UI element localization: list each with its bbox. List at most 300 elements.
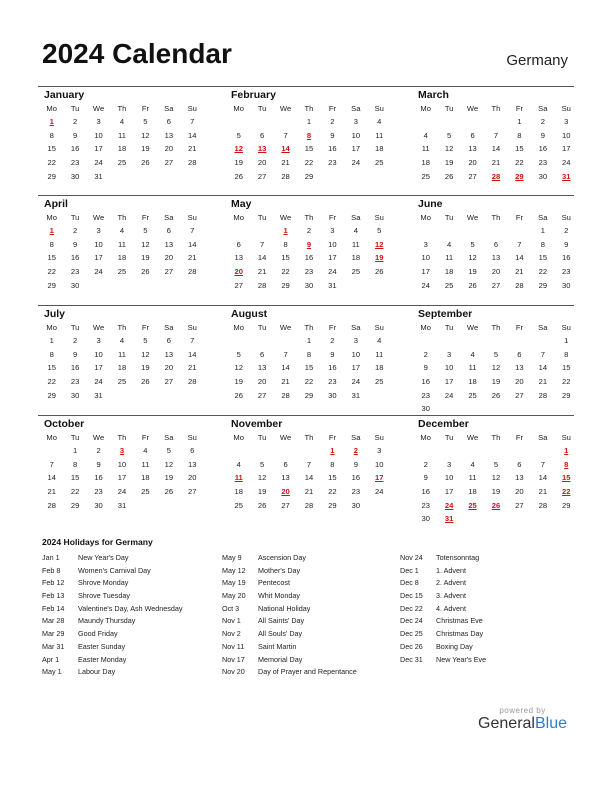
holiday-name: Mother's Day [258, 565, 301, 575]
holiday-day-cell: 20 [234, 267, 243, 277]
day-cell: 14 [515, 253, 524, 263]
holiday-day-cell: 11 [234, 473, 243, 483]
day-cell: 29 [47, 280, 56, 290]
day-cell: 30 [351, 500, 361, 510]
day-cell: 18 [468, 377, 477, 387]
day-cell: 24 [94, 158, 103, 168]
holiday-name: 1. Advent [436, 565, 466, 575]
day-cell: 22 [515, 158, 524, 168]
brand-name-part2: Blue [534, 715, 567, 732]
weekday-header: Mo [46, 323, 57, 332]
weekday-header: Th [304, 104, 314, 113]
day-cell: 17 [117, 473, 127, 483]
weekday-header: Sa [351, 323, 361, 332]
day-cell: 1 [564, 336, 569, 346]
weekday-header: Th [117, 104, 127, 113]
day-cell: 31 [351, 390, 361, 400]
weekday-header: Fr [515, 323, 523, 332]
holiday-entry [400, 628, 486, 641]
day-cell: 18 [117, 363, 127, 373]
month-row-divider [38, 415, 574, 416]
holiday-column [222, 552, 357, 679]
day-cell: 26 [141, 158, 150, 168]
day-cell: 10 [444, 473, 454, 483]
day-cell: 18 [117, 144, 127, 154]
holiday-name: Saint Martin [258, 641, 297, 651]
day-cell: 6 [236, 239, 241, 249]
day-cell: 7 [540, 459, 545, 469]
day-cell: 16 [421, 377, 430, 387]
day-cell: 15 [70, 473, 80, 483]
day-cell: 14 [281, 363, 290, 373]
holiday-entry [222, 666, 357, 679]
day-cell: 31 [94, 390, 103, 400]
month-august [227, 307, 391, 402]
day-cell: 25 [375, 158, 384, 168]
day-cell: 2 [96, 446, 101, 456]
day-cell: 24 [351, 377, 361, 387]
day-cell: 5 [143, 117, 148, 127]
day-cell: 5 [236, 130, 241, 140]
day-cell: 17 [444, 377, 454, 387]
day-cell: 21 [281, 158, 290, 168]
day-cell: 22 [328, 487, 337, 497]
day-cell: 22 [538, 267, 548, 277]
month-row-divider [38, 305, 574, 306]
day-cell: 12 [468, 253, 477, 263]
holiday-entry [400, 590, 486, 603]
day-cell: 23 [351, 487, 361, 497]
weekday-header: Th [304, 213, 314, 222]
day-cell: 18 [117, 253, 127, 263]
day-cell: 13 [164, 130, 174, 140]
day-cell: 23 [562, 267, 571, 277]
holiday-column [42, 552, 182, 679]
weekday-header: Fr [515, 104, 523, 113]
holiday-entry [42, 654, 182, 667]
day-cell: 6 [493, 239, 499, 249]
holiday-entry [222, 654, 357, 667]
weekday-header: We [92, 213, 105, 222]
holiday-date: Mar 31 [42, 641, 65, 651]
day-cell: 2 [423, 349, 428, 359]
day-cell: 6 [166, 117, 171, 127]
day-cell: 1 [49, 336, 54, 346]
day-cell: 29 [281, 280, 290, 290]
holiday-date: Nov 20 [222, 667, 245, 677]
holiday-date: Jan 1 [42, 553, 60, 562]
day-cell: 25 [117, 377, 127, 387]
day-cell: 6 [517, 349, 522, 359]
day-cell: 5 [236, 349, 241, 359]
brand-name-part1: General [478, 715, 535, 732]
day-cell: 2 [330, 336, 335, 346]
day-cell: 17 [351, 144, 361, 154]
day-cell: 16 [328, 144, 337, 154]
day-cell: 21 [304, 487, 314, 497]
day-cell: 26 [234, 171, 243, 181]
weekday-header: Tu [444, 104, 454, 113]
day-cell: 22 [47, 377, 56, 387]
month-december [414, 417, 578, 526]
day-cell: 26 [141, 377, 150, 387]
day-cell: 10 [94, 349, 103, 359]
day-cell: 18 [375, 363, 384, 373]
day-cell: 4 [470, 459, 475, 469]
holiday-entry [42, 552, 182, 565]
day-cell: 19 [234, 158, 243, 168]
day-cell: 8 [49, 349, 54, 359]
day-cell: 7 [190, 117, 195, 127]
day-cell: 4 [119, 117, 125, 127]
day-cell: 30 [562, 280, 571, 290]
day-cell: 28 [47, 500, 56, 510]
weekday-header: We [279, 323, 292, 332]
weekday-header: Mo [420, 104, 431, 113]
day-cell: 6 [260, 130, 265, 140]
holiday-entry [222, 565, 357, 578]
holiday-day-cell: 1 [283, 226, 288, 236]
holiday-entry [400, 552, 486, 565]
weekday-header: Tu [257, 433, 267, 442]
day-cell: 5 [166, 446, 171, 456]
weekday-header: Th [491, 213, 501, 222]
holiday-date: May 1 [42, 667, 62, 677]
day-cell: 11 [118, 349, 126, 359]
day-cell: 12 [444, 144, 454, 154]
powered-by-label: powered by [499, 706, 546, 715]
day-cell: 13 [188, 459, 197, 469]
day-cell: 9 [423, 363, 428, 373]
day-cell: 30 [421, 404, 430, 414]
day-cell: 14 [188, 130, 197, 140]
day-cell: 16 [538, 144, 548, 154]
day-cell: 4 [423, 130, 428, 140]
holiday-date: Dec 26 [400, 641, 423, 651]
holiday-entry [400, 615, 486, 628]
holiday-name: National Holiday [258, 603, 311, 613]
weekday-header: Th [304, 323, 314, 332]
month-september [414, 307, 578, 416]
day-cell: 6 [260, 349, 265, 359]
day-cell: 18 [234, 487, 243, 497]
day-cell: 3 [423, 239, 428, 249]
day-cell: 12 [164, 459, 174, 469]
day-cell: 2 [73, 226, 78, 236]
day-cell: 28 [188, 267, 197, 277]
holiday-date: Dec 8 [400, 578, 419, 588]
weekday-header: Fr [141, 433, 149, 442]
day-cell: 21 [188, 363, 197, 373]
holiday-entry [400, 654, 486, 667]
day-cell: 27 [491, 280, 501, 290]
day-cell: 27 [164, 158, 174, 168]
holiday-entry [222, 603, 357, 616]
day-cell: 10 [117, 459, 127, 469]
month-row-divider [38, 86, 574, 87]
day-cell: 8 [306, 349, 312, 359]
holiday-day-cell: 9 [306, 239, 312, 249]
day-cell: 31 [117, 500, 127, 510]
day-cell: 29 [304, 390, 314, 400]
day-cell: 10 [562, 130, 571, 140]
day-cell: 5 [470, 239, 475, 249]
day-cell: 20 [491, 267, 501, 277]
day-cell: 2 [306, 226, 312, 236]
day-cell: 18 [141, 473, 150, 483]
day-cell: 12 [141, 130, 150, 140]
holiday-date: Dec 1 [400, 565, 419, 575]
day-cell: 11 [468, 473, 477, 483]
day-cell: 1 [517, 117, 522, 127]
day-cell: 11 [351, 239, 360, 249]
holiday-date: Nov 17 [222, 654, 245, 664]
holiday-entry [42, 565, 182, 578]
day-cell: 8 [49, 130, 54, 140]
day-cell: 12 [234, 363, 243, 373]
weekday-header: Sa [538, 213, 548, 222]
day-cell: 26 [468, 280, 477, 290]
day-cell: 17 [94, 144, 103, 154]
day-cell: 23 [94, 487, 103, 497]
day-cell: 29 [562, 500, 571, 510]
holiday-name: New Year's Eve [436, 654, 487, 664]
day-cell: 29 [304, 171, 314, 181]
day-cell: 28 [304, 500, 314, 510]
day-cell: 6 [470, 130, 475, 140]
day-cell: 11 [141, 459, 150, 469]
day-cell: 12 [141, 239, 150, 249]
month-name: April [44, 198, 68, 210]
day-cell: 25 [375, 377, 384, 387]
holiday-name: Easter Monday [78, 654, 127, 664]
day-cell: 13 [491, 253, 501, 263]
day-cell: 16 [351, 473, 361, 483]
holiday-entry [400, 577, 486, 590]
day-cell: 20 [515, 377, 524, 387]
day-cell: 29 [47, 390, 56, 400]
day-cell: 11 [118, 239, 126, 249]
weekday-header: Sa [538, 433, 548, 442]
day-cell: 7 [190, 336, 195, 346]
holiday-entry [222, 641, 357, 654]
day-cell: 9 [564, 239, 569, 249]
day-cell: 4 [377, 336, 382, 346]
day-cell: 9 [353, 459, 358, 469]
holiday-column [400, 552, 486, 666]
day-cell: 26 [491, 390, 501, 400]
day-cell: 30 [538, 171, 548, 181]
day-cell: 30 [94, 500, 103, 510]
holiday-day-cell: 1 [330, 446, 335, 456]
weekday-header: Sa [164, 323, 174, 332]
weekday-header: We [92, 104, 105, 113]
brand-name [478, 715, 567, 733]
day-cell: 19 [141, 363, 150, 373]
month-row-divider [38, 195, 574, 196]
weekday-header: Th [491, 104, 501, 113]
day-cell: 17 [328, 253, 337, 263]
holiday-day-cell: 12 [375, 239, 384, 249]
holiday-day-cell: 31 [562, 171, 571, 181]
day-cell: 11 [445, 253, 454, 263]
day-cell: 12 [257, 473, 267, 483]
holiday-name: 4. Advent [436, 603, 466, 613]
day-cell: 15 [538, 253, 548, 263]
holiday-date: Mar 29 [42, 629, 65, 639]
day-cell: 5 [143, 226, 148, 236]
day-cell: 7 [49, 459, 54, 469]
day-cell: 26 [141, 267, 150, 277]
day-cell: 23 [421, 500, 430, 510]
holidays-title: 2024 Holidays for Germany [42, 537, 153, 547]
weekday-header: Tu [257, 323, 267, 332]
weekday-header: Tu [70, 104, 80, 113]
day-cell: 23 [328, 377, 337, 387]
day-cell: 12 [141, 349, 150, 359]
weekday-header: Fr [328, 323, 336, 332]
month-name: May [231, 198, 252, 210]
day-cell: 28 [515, 280, 524, 290]
day-cell: 14 [304, 473, 314, 483]
weekday-header: Su [187, 104, 197, 113]
day-cell: 14 [47, 473, 56, 483]
day-cell: 6 [190, 446, 195, 456]
holiday-day-cell: 1 [564, 446, 569, 456]
day-cell: 4 [236, 459, 241, 469]
day-cell: 26 [375, 267, 384, 277]
day-cell: 24 [328, 267, 337, 277]
day-cell: 9 [540, 130, 545, 140]
weekday-header: Mo [420, 433, 431, 442]
holiday-day-cell: 2 [353, 446, 358, 456]
holiday-day-cell: 1 [49, 226, 54, 236]
day-cell: 15 [47, 253, 56, 263]
day-cell: 14 [538, 473, 548, 483]
weekday-header: We [466, 433, 479, 442]
holiday-day-cell: 1 [49, 117, 54, 127]
day-cell: 4 [143, 446, 148, 456]
holiday-entry [222, 615, 357, 628]
month-name: March [418, 89, 449, 101]
day-cell: 14 [188, 349, 197, 359]
day-cell: 13 [515, 473, 524, 483]
day-cell: 23 [328, 158, 337, 168]
day-cell: 16 [94, 473, 103, 483]
day-cell: 4 [119, 336, 125, 346]
month-name: June [418, 198, 443, 210]
day-cell: 9 [73, 239, 78, 249]
day-cell: 13 [234, 253, 243, 263]
holiday-entry [42, 590, 182, 603]
weekday-header: Su [187, 213, 197, 222]
day-cell: 24 [351, 158, 361, 168]
weekday-header: Mo [46, 213, 57, 222]
month-name: September [418, 308, 473, 320]
holiday-name: Shrove Tuesday [78, 591, 130, 601]
weekday-header: Fr [328, 433, 336, 442]
weekday-header: Su [561, 433, 571, 442]
weekday-header: Tu [257, 104, 267, 113]
day-cell: 21 [257, 267, 267, 277]
weekday-header: Tu [70, 433, 80, 442]
holiday-name: Memorial Day [258, 654, 303, 664]
weekday-header: Fr [141, 104, 149, 113]
day-cell: 2 [330, 117, 335, 127]
day-cell: 20 [257, 158, 267, 168]
holiday-day-cell: 22 [562, 487, 571, 497]
day-cell: 7 [493, 130, 499, 140]
day-cell: 8 [330, 459, 335, 469]
day-cell: 23 [304, 267, 314, 277]
month-october [40, 417, 204, 512]
day-cell: 24 [421, 280, 430, 290]
day-cell: 28 [188, 158, 197, 168]
holiday-name: Day of Prayer and Repentance [258, 667, 357, 677]
day-cell: 16 [70, 144, 80, 154]
brand-logo[interactable] [478, 706, 567, 733]
holiday-entry [222, 590, 357, 603]
day-cell: 14 [188, 239, 197, 249]
holiday-entry [400, 603, 486, 616]
weekday-header: Mo [233, 323, 244, 332]
day-cell: 20 [164, 144, 174, 154]
day-cell: 25 [117, 267, 127, 277]
day-cell: 7 [306, 459, 312, 469]
holiday-entry [400, 565, 486, 578]
holiday-entry [400, 641, 486, 654]
holiday-date: Feb 12 [42, 578, 65, 588]
month-name: November [231, 418, 283, 430]
holiday-date: Dec 24 [400, 616, 423, 626]
holiday-entry [42, 603, 182, 616]
day-cell: 30 [328, 390, 337, 400]
day-cell: 20 [164, 253, 174, 263]
day-cell: 21 [281, 377, 290, 387]
day-cell: 17 [421, 267, 430, 277]
holiday-name: Maundy Thursday [78, 616, 136, 626]
day-cell: 11 [421, 144, 430, 154]
day-cell: 24 [94, 267, 103, 277]
weekday-header: Su [374, 433, 384, 442]
weekday-header: Sa [351, 104, 361, 113]
holiday-day-cell: 28 [491, 171, 501, 181]
weekday-header: We [279, 104, 292, 113]
day-cell: 6 [283, 459, 288, 469]
day-cell: 27 [164, 377, 174, 387]
holiday-name: Christmas Day [436, 629, 484, 639]
day-cell: 29 [562, 390, 571, 400]
day-cell: 27 [515, 500, 524, 510]
weekday-header: Th [117, 323, 127, 332]
day-cell: 16 [304, 253, 314, 263]
day-cell: 11 [375, 130, 384, 140]
day-cell: 26 [257, 500, 267, 510]
day-cell: 18 [444, 267, 454, 277]
day-cell: 1 [540, 226, 545, 236]
day-cell: 11 [468, 363, 477, 373]
day-cell: 3 [330, 226, 335, 236]
weekday-header: Mo [46, 433, 57, 442]
day-cell: 25 [117, 158, 127, 168]
day-cell: 15 [328, 473, 337, 483]
day-cell: 25 [421, 171, 430, 181]
weekday-header: Sa [538, 104, 548, 113]
day-cell: 16 [562, 253, 571, 263]
day-cell: 1 [306, 117, 312, 127]
day-cell: 6 [517, 459, 522, 469]
day-cell: 7 [260, 239, 265, 249]
